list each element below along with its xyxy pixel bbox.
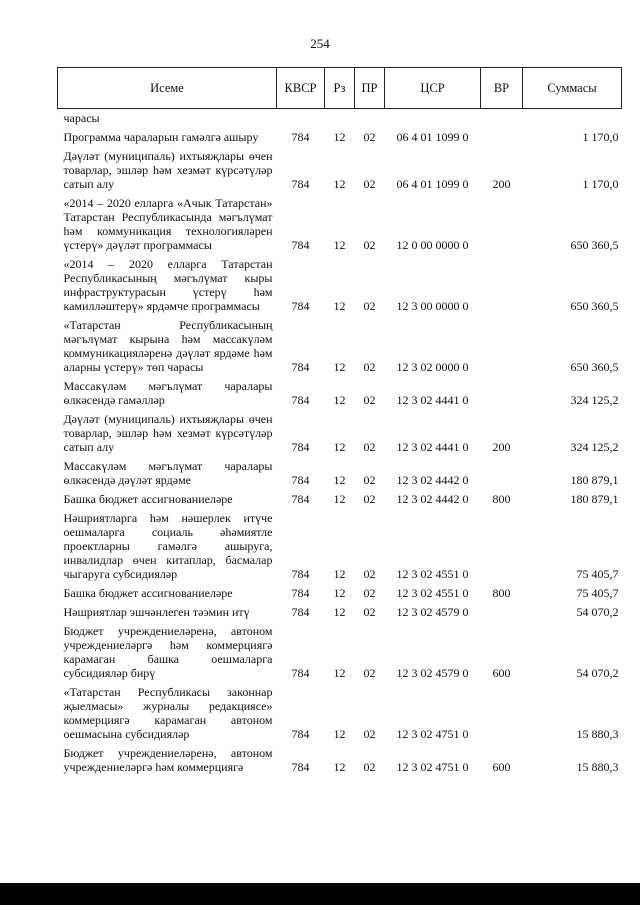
table-row [58, 584, 622, 603]
cell-kvsr: 784 [291, 299, 310, 313]
cell-csr: 06 4 01 1099 0 [396, 177, 469, 191]
cell-vr [481, 457, 523, 490]
cell-sum: 180 879,1 [570, 492, 619, 506]
cell-pr: 02 [363, 177, 376, 191]
cell-pr: 02 [363, 393, 376, 407]
cell-name: «Татарстан Республикасы законнар җыелмасы» журналы редакциясе» коммерциягә карамаган автоном оешмасына субсидияләр [63, 685, 273, 741]
cell-csr: 06 4 01 1099 0 [396, 130, 469, 144]
cell-vr [481, 377, 523, 410]
cell-csr [385, 109, 481, 129]
cell-vr [481, 255, 523, 316]
cell-rz: 12 [333, 586, 346, 600]
cell-pr: 02 [363, 567, 376, 581]
cell-sum: 650 360,5 [570, 360, 619, 374]
cell-kvsr: 784 [291, 238, 310, 252]
cell-sum: 75 405,7 [576, 586, 619, 600]
table-row [58, 490, 622, 509]
table-row [58, 147, 622, 194]
budget-table-container [57, 67, 621, 777]
cell-vr: 800 [492, 586, 511, 600]
cell-csr: 12 3 02 4441 0 [396, 393, 469, 407]
cell-rz [325, 109, 355, 129]
header-csr: ЦСР [385, 68, 481, 109]
cell-name: Бюджет учреждениеләренә, автоном учреждениеләргә һәм коммерциягә карамаган башка оешмаларга субсидияләр бирү [63, 624, 273, 680]
cell-kvsr: 784 [291, 605, 310, 619]
cell-pr: 02 [363, 299, 376, 313]
cell-vr: 600 [492, 666, 511, 680]
cell-csr: 12 0 00 0000 0 [396, 238, 469, 252]
cell-name: Башка бюджет ассигнованиеләре [63, 586, 233, 600]
cell-csr: 12 3 02 0000 0 [396, 360, 469, 374]
cell-rz: 12 [333, 760, 346, 774]
cell-sum: 54 070,2 [576, 666, 619, 680]
cell-kvsr: 784 [291, 567, 310, 581]
cell-kvsr: 784 [291, 130, 310, 144]
cell-kvsr: 784 [291, 360, 310, 374]
cell-kvsr: 784 [291, 727, 310, 741]
cell-sum: 324 125,2 [570, 393, 619, 407]
cell-vr: 200 [492, 177, 511, 191]
cell-csr: 12 3 02 4751 0 [396, 727, 469, 741]
cell-name: Нәшриятларга һәм нәшерлек итүче оешмаларга социаль әһәмиятле проектларны гамәлгә ашыруга, инвалидлар өчен китаплар, басмалар чыгаруга субсидияләр [63, 511, 273, 581]
cell-csr: 12 3 02 4441 0 [396, 440, 469, 454]
cell-pr: 02 [363, 760, 376, 774]
cell-rz: 12 [333, 177, 346, 191]
cell-name: Массакүләм мәгълүмат чаралары өлкәсендә гамәлләр [63, 379, 273, 407]
cell-name: «2014 – 2020 елларга Татарстан Республикасының мәгълүмат кыры инфраструктурасын үстерү һәм камилләштерү» ярдәмче программасы [63, 257, 273, 313]
cell-rz: 12 [333, 666, 346, 680]
cell-sum: 54 070,2 [576, 605, 619, 619]
cell-csr: 12 3 02 4579 0 [396, 605, 469, 619]
cell-rz: 12 [333, 492, 346, 506]
cell-pr: 02 [363, 586, 376, 600]
cell-sum: 180 879,1 [570, 473, 619, 487]
cell-rz: 12 [333, 440, 346, 454]
table-row [58, 744, 622, 777]
cell-sum: 1 170,0 [582, 130, 619, 144]
cell-sum [523, 109, 622, 129]
cell-vr [481, 194, 523, 255]
table-body [58, 109, 622, 778]
table-row [58, 194, 622, 255]
cell-name: Массакүләм мәгълүмат чаралары өлкәсендә дәүләт ярдәме [63, 459, 273, 487]
cell-csr: 12 3 00 0000 0 [396, 299, 469, 313]
cell-name: «2014 – 2020 елларга «Ачык Татарстан» Татарстан Республикасында мәгълүмат һәм коммуникация технологияләрен үстерү» дәүләт программасы [63, 196, 273, 252]
table-row [58, 457, 622, 490]
cell-sum: 650 360,5 [570, 299, 619, 313]
table-row [58, 377, 622, 410]
cell-rz: 12 [333, 299, 346, 313]
cell-vr [481, 683, 523, 744]
table-row [58, 603, 622, 622]
cell-pr: 02 [363, 360, 376, 374]
cell-rz: 12 [333, 360, 346, 374]
table-row [58, 683, 622, 744]
cell-sum: 650 360,5 [570, 238, 619, 252]
cell-pr: 02 [363, 727, 376, 741]
cell-csr: 12 3 02 4579 0 [396, 666, 469, 680]
cell-name: чарасы [63, 111, 100, 125]
cell-rz: 12 [333, 727, 346, 741]
cell-rz: 12 [333, 567, 346, 581]
cell-kvsr: 784 [291, 473, 310, 487]
cell-csr: 12 3 02 4751 0 [396, 760, 469, 774]
header-vr: ВР [481, 68, 523, 109]
cell-kvsr: 784 [291, 666, 310, 680]
cell-sum: 15 880,3 [576, 727, 619, 741]
cell-rz: 12 [333, 473, 346, 487]
header-pr: ПР [355, 68, 385, 109]
cell-pr: 02 [363, 130, 376, 144]
cell-kvsr: 784 [291, 760, 310, 774]
cell-vr [481, 509, 523, 584]
table-header-row [58, 68, 622, 109]
cell-rz: 12 [333, 605, 346, 619]
header-name: Исеме [58, 68, 277, 109]
cell-pr: 02 [363, 605, 376, 619]
cell-rz: 12 [333, 130, 346, 144]
table-row [58, 128, 622, 147]
cell-csr: 12 3 02 4551 0 [396, 567, 469, 581]
table-row [58, 255, 622, 316]
cell-sum: 324 125,2 [570, 440, 619, 454]
cell-name: Нәшриятлар эшчәнлеген тәэмин итү [63, 605, 250, 619]
cell-vr [481, 109, 523, 129]
cell-name: Программа чараларын гамәлгә ашыру [63, 130, 259, 144]
cell-sum: 15 880,3 [576, 760, 619, 774]
cell-vr: 600 [492, 760, 511, 774]
table-row [58, 109, 622, 129]
scan-footer-bar [0, 883, 640, 905]
header-sum: Суммасы [523, 68, 622, 109]
budget-table [57, 67, 622, 777]
cell-pr: 02 [363, 238, 376, 252]
cell-kvsr [277, 109, 325, 129]
table-row [58, 316, 622, 377]
cell-kvsr: 784 [291, 393, 310, 407]
cell-csr: 12 3 02 4551 0 [396, 586, 469, 600]
cell-name: Бюджет учреждениеләренә, автоном учреждениеләргә һәм коммерциягә [63, 746, 273, 774]
cell-pr: 02 [363, 492, 376, 506]
cell-vr: 200 [492, 440, 511, 454]
cell-pr: 02 [363, 440, 376, 454]
header-rz: Рз [325, 68, 355, 109]
cell-kvsr: 784 [291, 440, 310, 454]
table-row [58, 622, 622, 683]
cell-vr [481, 128, 523, 147]
cell-sum: 1 170,0 [582, 177, 619, 191]
cell-rz: 12 [333, 393, 346, 407]
cell-vr [481, 316, 523, 377]
cell-name: «Татарстан Республикасының мәгълүмат кырына һәм массакүләм коммуникацияләренә дәүләт ярдәме һәм аларны үстерү» төп чарасы [63, 318, 273, 374]
header-kvsr: КВСР [277, 68, 325, 109]
cell-vr [481, 603, 523, 622]
cell-pr: 02 [363, 666, 376, 680]
cell-name: Дәүләт (муниципаль) ихтыяҗлары өчен товарлар, эшләр һәм хезмәт күрсәтүләр сатып алу [63, 149, 273, 191]
table-row [58, 509, 622, 584]
cell-kvsr: 784 [291, 586, 310, 600]
cell-vr: 800 [492, 492, 511, 506]
cell-kvsr: 784 [291, 177, 310, 191]
page-number: 254 [310, 36, 330, 51]
cell-name: Дәүләт (муниципаль) ихтыяҗлары өчен товарлар, эшләр һәм хезмәт күрсәтүләр сатып алу [63, 412, 273, 454]
cell-rz: 12 [333, 238, 346, 252]
cell-kvsr: 784 [291, 492, 310, 506]
cell-sum: 75 405,7 [576, 567, 619, 581]
table-row [58, 410, 622, 457]
cell-pr: 02 [363, 473, 376, 487]
cell-csr: 12 3 02 4442 0 [396, 473, 469, 487]
cell-csr: 12 3 02 4442 0 [396, 492, 469, 506]
cell-pr [355, 109, 385, 129]
cell-name: Башка бюджет ассигнованиеләре [63, 492, 233, 506]
